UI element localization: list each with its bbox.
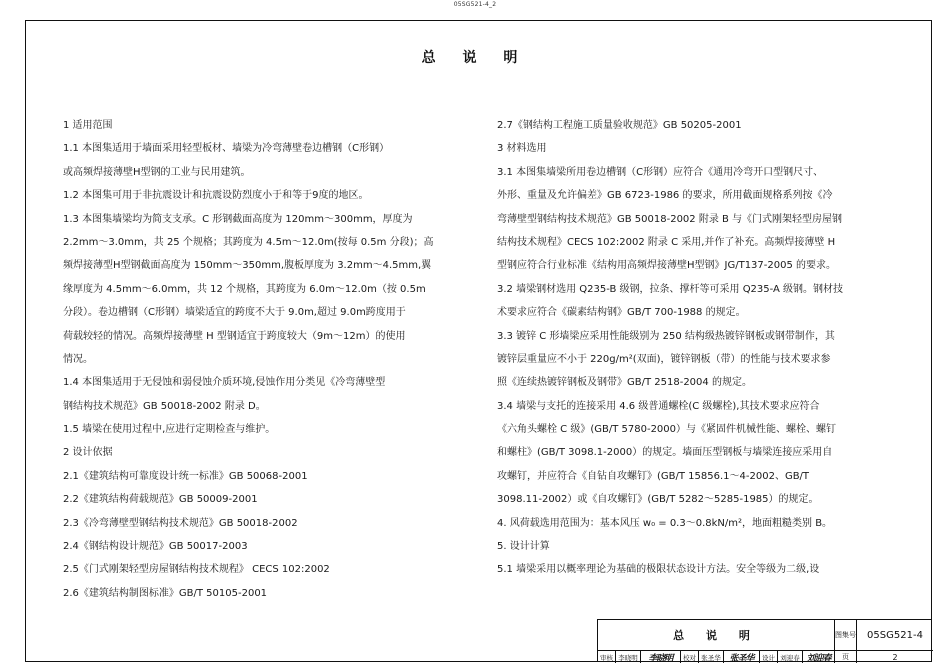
reviewer-name: 李晓明 [616, 651, 641, 663]
left-text-line: 钢结构技术规范》GB 50018-2002 附录 D。 [63, 400, 266, 412]
left-text-line: 1.4 本图集适用于无侵蚀和弱侵蚀介质环境,侵蚀作用分类见《冷弯薄壁型 [63, 377, 386, 389]
signature-row [598, 651, 835, 663]
right-text-column [497, 114, 909, 582]
right-text-line: 3.2 墙梁钢材选用 Q235-B 级钢，拉条、撑杆等可采用 Q235-A 级钢。钢材技 [497, 283, 844, 295]
designer-name: 刘迎春 [778, 651, 803, 663]
atlas-number: 05SG521-4 [857, 620, 933, 651]
right-text-line: 《六角头螺栓 C 级》(GB/T 5780-2000）与《紧固件机械性能、螺栓、螺钉 [497, 424, 837, 436]
right-text-line: 2.7《钢结构工程施工质量验收规范》GB 50205-2001 [497, 120, 742, 131]
right-text-line: 3098.11-2002）或《自攻螺钉》(GB/T 5282～5285-1985）的规定。 [497, 494, 819, 506]
right-text-line: 3.1 本图集墙梁所用卷边槽钢（C形钢）应符合《通用冷弯开口型钢尺寸、 [497, 166, 824, 178]
left-text-line: 2.3《冷弯薄壁型钢结构技术规范》GB 50018-2002 [63, 517, 298, 529]
right-text-line: 4. 风荷载选用范围为：基本风压 w₀ = 0.3～0.8kN/m²，地面粗糙类别 B。 [497, 517, 833, 529]
left-text-line: 2 设计依据 [63, 447, 113, 459]
right-text-line: 镀锌层重量应不小于 220g/m²(双面)，镀锌钢板（带）的性能与技术要求参 [497, 353, 831, 365]
right-text-line: 外形、重量及允许偏差》GB 6723-1986 的要求，所用截面规格系列按《冷 [497, 190, 833, 202]
page-header-label: 05SG521-4_2 [453, 1, 497, 8]
right-text-line: 弯薄壁型钢结构技术规范》GB 50018-2002 附录 B 与《门式刚架轻型房屋钢 [497, 213, 843, 225]
left-text-line: 频焊接薄型H型钢截面高度为 150mm～350mm,腹板厚度为 3.2mm～4.5mm,翼 [63, 260, 432, 272]
right-text-line: 照《连续热镀锌钢板及钢带》GB/T 2518-2004 的规定。 [497, 377, 752, 389]
right-text-line: 和螺柱》(GB/T 3098.1-2000）的规定。墙面压型钢板与墙梁连接应采用自 [497, 447, 833, 459]
left-text-line: 或高频焊接薄壁H型钢的工业与民用建筑。 [63, 166, 251, 178]
left-text-line: 1.5 墙梁在使用过程中,应进行定期检查与维护。 [63, 424, 276, 436]
left-text-line: 情况。 [63, 353, 93, 365]
page-number: 2 [892, 652, 898, 662]
design-label: 设计 [760, 651, 778, 663]
left-text-line: 1.2 本图集可用于非抗震设计和抗震设防烈度小于和等于9度的地区。 [63, 190, 369, 202]
right-text-line: 3.4 墙梁与支托的连接采用 4.6 级普通螺栓(C 级螺栓),其技术要求应符合 [497, 400, 820, 412]
title-block [597, 619, 932, 662]
page-label: 页 [835, 651, 857, 663]
right-text-line: 3 材料选用 [497, 143, 547, 155]
left-text-line: 1 适用范围 [63, 120, 113, 131]
atlas-number-label: 图集号 [835, 620, 857, 651]
left-text-line: 2.5《门式刚架轻型房屋钢结构技术规程》 CECS 102:2002 [63, 564, 330, 576]
right-text-line: 术要求应符合《碳素结构钢》GB/T 700-1988 的规定。 [497, 307, 746, 319]
reviewer-signature: 李晓明 [641, 651, 681, 663]
left-text-line: 2.2《建筑结构荷载规范》GB 50009-2001 [63, 494, 258, 506]
document-title: 总 说 明 [421, 50, 529, 66]
left-text-line: 1.3 本图集墙梁均为简支支承。C 形钢截面高度为 120mm～300mm，厚度为 [63, 213, 413, 225]
left-text-line: 2.1《建筑结构可靠度设计统一标准》GB 50068-2001 [63, 470, 308, 482]
right-text-line: 5. 设计计算 [497, 541, 550, 553]
left-text-line: 2.4《钢结构设计规范》GB 50017-2003 [63, 541, 248, 553]
check-label: 校对 [681, 651, 699, 663]
right-text-line: 结构技术规程》CECS 102:2002 附录 C 采用,并作了补充。高频焊接薄壁 H [497, 236, 836, 248]
designer-signature: 刘迎春 [803, 651, 835, 663]
right-text-line: 3.3 镀锌 C 形墙梁应采用性能级别为 250 结构级热镀锌钢板或钢带制作，其 [497, 330, 835, 342]
left-text-column [63, 114, 475, 605]
left-text-line: 2.6《建筑结构制图标准》GB/T 50105-2001 [63, 587, 268, 599]
checker-name: 张圣华 [699, 651, 724, 663]
title-block-drawing-name: 总 说 明 [598, 620, 835, 651]
right-text-line: 5.1 墙梁采用以概率理论为基础的极限状态设计方法。安全等级为二级,设 [497, 564, 820, 576]
right-text-line: 攻螺钉，并应符合《自钻自攻螺钉》(GB/T 15856.1～4-2002、GB/T [497, 470, 810, 482]
review-label: 审核 [598, 651, 616, 663]
left-text-line: 分段）。卷边槽钢（C形钢）墙梁适宜的跨度不大于 9.0m,超过 9.0m跨度用于 [63, 307, 406, 319]
left-text-line: 2.2mm～3.0mm，共 25 个规格；其跨度为 4.5m～12.0m(按每 0.5m 分段)；高 [63, 236, 434, 248]
checker-signature: 张圣华 [724, 651, 760, 663]
left-text-line: 1.1 本图集适用于墙面采用轻型板材、墙梁为冷弯薄壁卷边槽钢（C形钢） [63, 143, 390, 155]
right-text-line: 型钢应符合行业标准《结构用高频焊接薄壁H型钢》JG/T137-2005 的要求。 [497, 260, 837, 272]
left-text-line: 缘厚度为 4.5mm～6.0mm，共 12 个规格，其跨度为 6.0m～12.0m（按 0.5m [63, 283, 426, 295]
left-text-line: 荷载较轻的情况。高频焊接薄壁 H 型钢适宜于跨度较大（9m～12m）的使用 [63, 330, 406, 342]
